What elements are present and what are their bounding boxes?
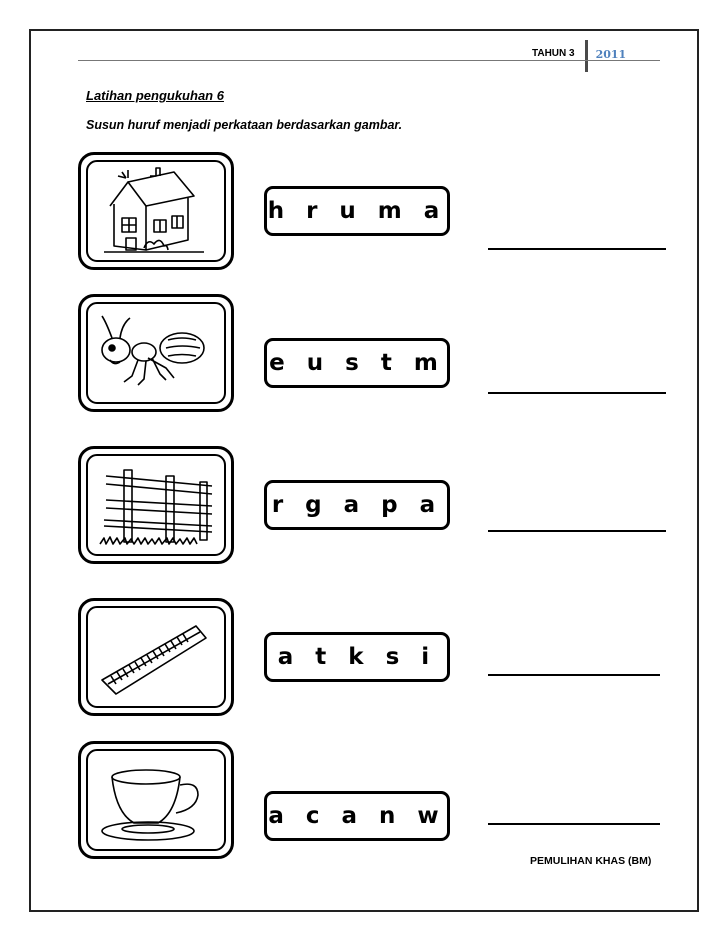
scrambled-letters: h r u m a (264, 186, 450, 236)
exercise-row-4 (0, 598, 728, 723)
exercise-row-1 (0, 152, 728, 277)
exercise-row-2 (0, 294, 728, 419)
footer-label: PEMULIHAN KHAS (BM) (530, 855, 652, 867)
page-header (532, 40, 626, 72)
scrambled-letters: a c a n w (264, 791, 450, 841)
year-label: 2011 (595, 48, 627, 61)
house-icon (88, 162, 224, 260)
exercise-row-5 (0, 741, 728, 866)
class-label: TAHUN 3 (532, 48, 575, 59)
fence-icon (88, 456, 224, 554)
cup-icon (88, 751, 224, 849)
scrambled-letters: e u s t m (264, 338, 450, 388)
picture-frame (78, 598, 234, 716)
picture-frame (78, 152, 234, 270)
picture-frame (78, 294, 234, 412)
answer-line[interactable] (488, 248, 666, 250)
instruction-text: Susun huruf menjadi perkataan berdasarkan gambar. (86, 118, 403, 132)
header-rule (78, 60, 660, 61)
scrambled-letters: r g a p a (264, 480, 450, 530)
answer-line[interactable] (488, 392, 666, 394)
scrambled-letters: a t k s i (264, 632, 450, 682)
comb-icon (88, 608, 224, 706)
picture-frame (78, 446, 234, 564)
answer-line[interactable] (488, 530, 666, 532)
answer-line[interactable] (488, 823, 660, 825)
picture-frame (78, 741, 234, 859)
ant-icon (88, 304, 224, 402)
exercise-title: Latihan pengukuhan 6 (86, 88, 224, 103)
exercise-row-3 (0, 446, 728, 571)
answer-line[interactable] (488, 674, 660, 676)
